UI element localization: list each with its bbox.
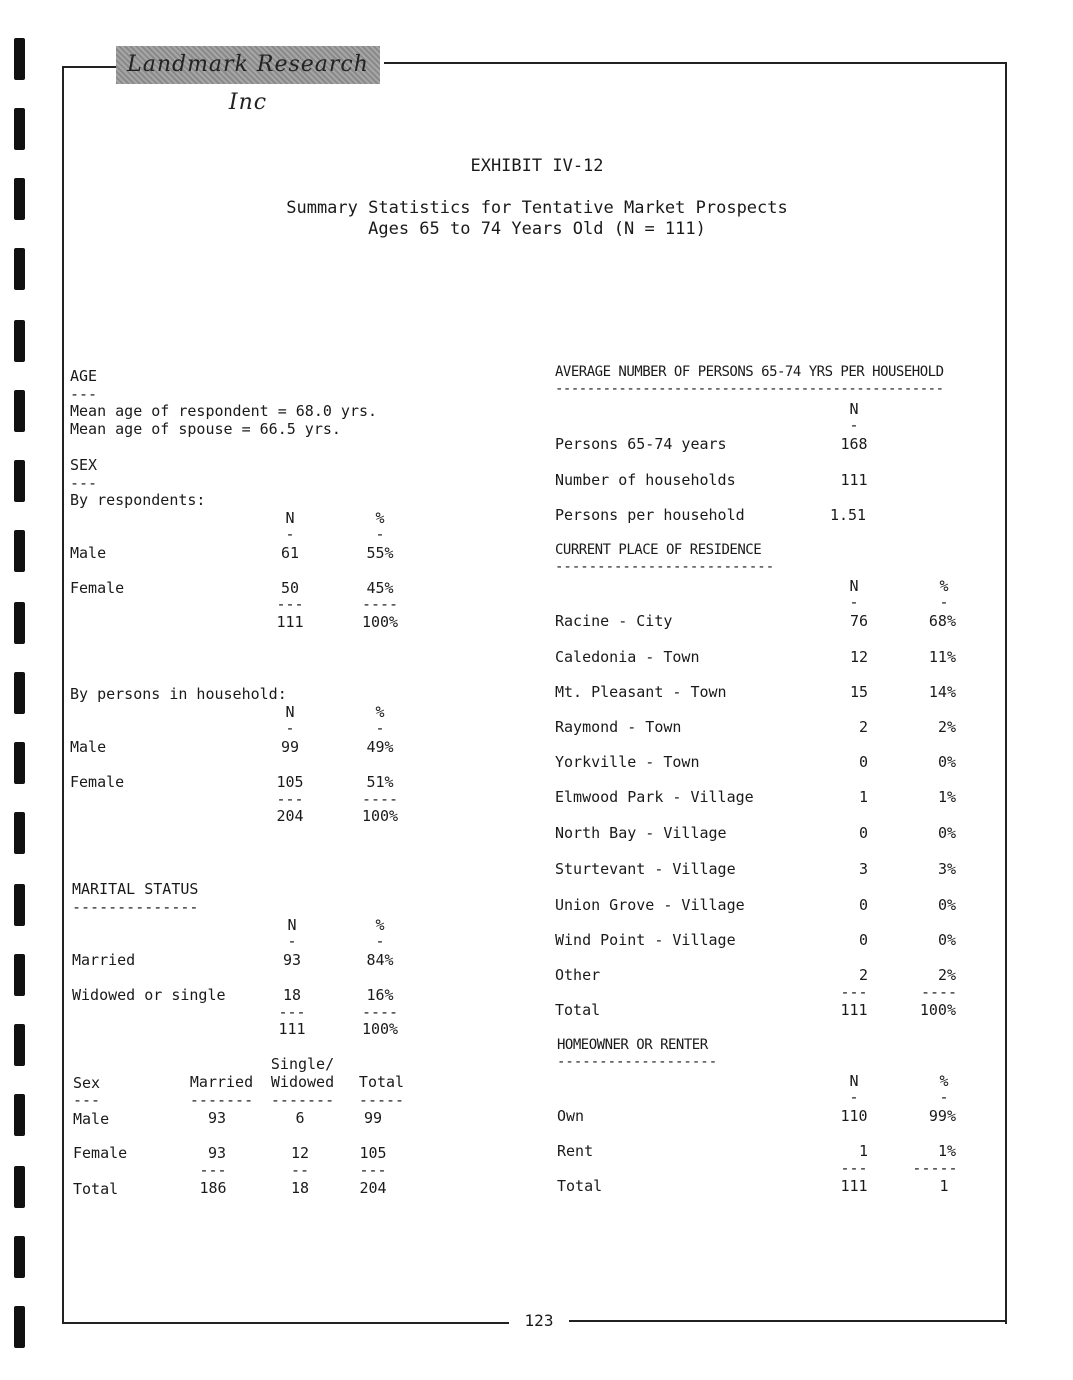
row-pct: 1% bbox=[937, 1142, 956, 1160]
row-label: Male bbox=[70, 738, 107, 756]
row-pct: 1 bbox=[939, 1177, 949, 1195]
row-label: Widowed or single bbox=[72, 986, 226, 1004]
row-married: 93 bbox=[207, 1109, 227, 1127]
frame-line bbox=[569, 1320, 1007, 1322]
row-total: 105 bbox=[359, 1144, 387, 1162]
heading-underline: --- bbox=[70, 385, 98, 403]
row-label: Male bbox=[73, 1110, 110, 1128]
header-dash: - bbox=[285, 525, 295, 543]
avg-household-heading: AVERAGE NUMBER OF PERSONS 65-74 YRS PER HOUSEHOLD bbox=[555, 364, 944, 380]
frame-line bbox=[1005, 62, 1007, 1324]
page-subtitle: Ages 65 to 74 Years Old (N = 111) bbox=[368, 219, 706, 239]
row-married: 93 bbox=[207, 1144, 227, 1162]
row-n: 168 bbox=[840, 435, 868, 453]
column-header-pct: % bbox=[939, 1072, 949, 1090]
mean-age-spouse: Mean age of spouse = 66.5 yrs. bbox=[70, 420, 341, 438]
column-header-pct: % bbox=[375, 509, 385, 527]
row-n: 12 bbox=[849, 648, 868, 666]
company-logo: Landmark Research Inc bbox=[116, 46, 380, 84]
row-pct: 0% bbox=[937, 896, 956, 914]
header-dash: - bbox=[939, 593, 949, 611]
row-n: 0 bbox=[858, 824, 868, 842]
column-header-n: N bbox=[287, 916, 297, 934]
header-underline: --- bbox=[73, 1091, 101, 1109]
row-label: North Bay - Village bbox=[555, 824, 727, 842]
row-label: Total bbox=[555, 1001, 601, 1019]
row-n: 111 bbox=[840, 471, 868, 489]
sum-underline: -- bbox=[290, 1161, 310, 1179]
binder-hole bbox=[14, 38, 25, 80]
column-header-total: Total bbox=[358, 1073, 405, 1091]
by-household-label: By persons in household: bbox=[70, 685, 287, 703]
column-header-n: N bbox=[849, 1072, 859, 1090]
row-n: 93 bbox=[282, 951, 302, 969]
row-n: 15 bbox=[849, 683, 868, 701]
binder-hole bbox=[14, 884, 25, 926]
column-header-single-line1: Single/ bbox=[270, 1055, 335, 1073]
sum-underline: --- bbox=[276, 790, 304, 808]
row-n: 2 bbox=[858, 718, 868, 736]
age-heading: AGE bbox=[70, 367, 98, 385]
row-label: Other bbox=[555, 966, 601, 984]
header-dash: - bbox=[287, 932, 297, 950]
row-label: Yorkville - Town bbox=[555, 753, 700, 771]
row-label: Persons 65-74 years bbox=[555, 435, 727, 453]
row-n: 18 bbox=[282, 986, 302, 1004]
row-label: Female bbox=[73, 1144, 128, 1162]
header-dash: - bbox=[375, 932, 385, 950]
sum-underline: ---- bbox=[361, 790, 399, 808]
sum-underline: ---- bbox=[361, 595, 399, 613]
total-n: 111 bbox=[276, 613, 304, 631]
row-pct: 84% bbox=[366, 951, 394, 969]
row-label: Rent bbox=[557, 1142, 594, 1160]
binder-hole bbox=[14, 108, 25, 150]
column-header-pct: % bbox=[375, 916, 385, 934]
column-header-n: N bbox=[285, 703, 295, 721]
row-n: 1 bbox=[858, 1142, 868, 1160]
column-header-n: N bbox=[849, 400, 859, 418]
header-dash: - bbox=[849, 1088, 859, 1106]
page-number: 123 bbox=[524, 1311, 554, 1330]
row-pct: 11% bbox=[928, 648, 956, 666]
header-dash: - bbox=[939, 1088, 949, 1106]
page-title: Summary Statistics for Tentative Market Prospects bbox=[286, 198, 788, 218]
sum-underline: --- bbox=[840, 983, 868, 1001]
row-label: Female bbox=[70, 579, 125, 597]
row-n: 111 bbox=[840, 1177, 868, 1195]
row-pct: 1% bbox=[937, 788, 956, 806]
row-pct: 0% bbox=[937, 931, 956, 949]
row-n: 0 bbox=[858, 753, 868, 771]
row-label: Male bbox=[70, 544, 107, 562]
header-underline: ----- bbox=[358, 1091, 405, 1109]
row-pct: 51% bbox=[366, 773, 394, 791]
row-pct: 2% bbox=[937, 718, 956, 736]
row-label: Racine - City bbox=[555, 612, 673, 630]
row-n: 50 bbox=[280, 579, 300, 597]
exhibit-label: EXHIBIT IV-12 bbox=[470, 156, 604, 176]
binder-hole bbox=[14, 1166, 25, 1208]
row-label: Caledonia - Town bbox=[555, 648, 700, 666]
frame-line bbox=[62, 1322, 509, 1324]
header-dash: - bbox=[849, 416, 859, 434]
row-pct: 14% bbox=[928, 683, 956, 701]
row-single: 12 bbox=[290, 1144, 310, 1162]
mean-age-respondent: Mean age of respondent = 68.0 yrs. bbox=[70, 402, 378, 420]
row-married: 186 bbox=[199, 1179, 227, 1197]
binder-hole bbox=[14, 742, 25, 784]
heading-underline: ------------------------------------------------- bbox=[555, 381, 944, 397]
binder-hole bbox=[14, 672, 25, 714]
sum-underline: ---- bbox=[361, 1003, 399, 1021]
frame-line bbox=[384, 62, 1006, 64]
row-label: Sturtevant - Village bbox=[555, 860, 736, 878]
sum-underline: --- bbox=[278, 1003, 306, 1021]
row-label: Own bbox=[557, 1107, 585, 1125]
row-label: Married bbox=[72, 951, 136, 969]
row-label: Total bbox=[73, 1180, 119, 1198]
row-pct: 55% bbox=[366, 544, 394, 562]
row-n: 3 bbox=[858, 860, 868, 878]
row-pct: 3% bbox=[937, 860, 956, 878]
row-single: 6 bbox=[295, 1109, 305, 1127]
sex-heading: SEX bbox=[70, 456, 98, 474]
row-n: 111 bbox=[840, 1001, 868, 1019]
row-n: 99 bbox=[280, 738, 300, 756]
binder-hole bbox=[14, 812, 25, 854]
binder-hole bbox=[14, 178, 25, 220]
row-pct: 2% bbox=[937, 966, 956, 984]
row-label: Persons per household bbox=[555, 506, 745, 524]
row-n: 2 bbox=[858, 966, 868, 984]
heading-underline: -------------------------- bbox=[555, 559, 775, 575]
header-underline: ------- bbox=[270, 1091, 335, 1109]
tenure-heading: HOMEOWNER OR RENTER bbox=[557, 1037, 708, 1053]
total-pct: 100% bbox=[361, 1020, 399, 1038]
row-n: 1.51 bbox=[829, 506, 867, 524]
row-pct: 45% bbox=[366, 579, 394, 597]
sum-underline: --- bbox=[199, 1161, 227, 1179]
header-underline: ------- bbox=[189, 1091, 254, 1109]
row-label: Raymond - Town bbox=[555, 718, 682, 736]
total-pct: 100% bbox=[361, 807, 399, 825]
binder-hole bbox=[14, 602, 25, 644]
binder-hole bbox=[14, 1236, 25, 1278]
header-dash: - bbox=[285, 719, 295, 737]
row-pct: 0% bbox=[937, 824, 956, 842]
binder-hole bbox=[14, 1024, 25, 1066]
row-label: Mt. Pleasant - Town bbox=[555, 683, 727, 701]
header-dash: - bbox=[849, 593, 859, 611]
row-pct: 49% bbox=[366, 738, 394, 756]
row-pct: 68% bbox=[928, 612, 956, 630]
row-n: 0 bbox=[858, 931, 868, 949]
heading-underline: --- bbox=[70, 474, 98, 492]
sum-underline: --- bbox=[840, 1159, 868, 1177]
total-n: 204 bbox=[276, 807, 304, 825]
binder-hole bbox=[14, 320, 25, 362]
by-respondents-label: By respondents: bbox=[70, 491, 206, 509]
row-label: Number of households bbox=[555, 471, 736, 489]
row-total: 99 bbox=[363, 1109, 383, 1127]
column-header-sex: Sex bbox=[73, 1074, 101, 1092]
binder-hole bbox=[14, 248, 25, 290]
binder-hole bbox=[14, 460, 25, 502]
binder-hole bbox=[14, 1094, 25, 1136]
row-pct: 100% bbox=[919, 1001, 956, 1019]
frame-line bbox=[62, 66, 116, 68]
row-total: 204 bbox=[359, 1179, 387, 1197]
row-label: Wind Point - Village bbox=[555, 931, 736, 949]
column-header-pct: % bbox=[939, 577, 949, 595]
total-pct: 100% bbox=[361, 613, 399, 631]
row-label: Union Grove - Village bbox=[555, 896, 745, 914]
binder-hole bbox=[14, 1306, 25, 1348]
residence-heading: CURRENT PLACE OF RESIDENCE bbox=[555, 542, 762, 558]
sum-underline: --- bbox=[359, 1161, 387, 1179]
sum-underline: ---- bbox=[920, 983, 958, 1001]
heading-underline: ------------------- bbox=[557, 1054, 718, 1070]
marital-heading: MARITAL STATUS bbox=[72, 880, 199, 898]
row-n: 1 bbox=[858, 788, 868, 806]
row-label: Elmwood Park - Village bbox=[555, 788, 754, 806]
row-n: 110 bbox=[840, 1107, 868, 1125]
row-single: 18 bbox=[290, 1179, 310, 1197]
column-header-single-line2: Widowed bbox=[270, 1073, 335, 1091]
row-n: 0 bbox=[858, 896, 868, 914]
sum-underline: --- bbox=[276, 595, 304, 613]
row-n: 105 bbox=[276, 773, 304, 791]
row-pct: 99% bbox=[928, 1107, 956, 1125]
header-dash: - bbox=[375, 525, 385, 543]
column-header-married: Married bbox=[189, 1073, 254, 1091]
column-header-n: N bbox=[285, 509, 295, 527]
row-label: Total bbox=[557, 1177, 603, 1195]
row-pct: 0% bbox=[937, 753, 956, 771]
row-n: 61 bbox=[280, 544, 300, 562]
row-pct: 16% bbox=[366, 986, 394, 1004]
binder-hole bbox=[14, 954, 25, 996]
frame-line bbox=[62, 66, 64, 1324]
total-n: 111 bbox=[278, 1020, 306, 1038]
binder-hole bbox=[14, 530, 25, 572]
row-label: Female bbox=[70, 773, 125, 791]
binder-hole bbox=[14, 390, 25, 432]
row-n: 76 bbox=[849, 612, 868, 630]
column-header-n: N bbox=[849, 577, 859, 595]
header-dash: - bbox=[375, 719, 385, 737]
column-header-pct: % bbox=[375, 703, 385, 721]
heading-underline: -------------- bbox=[72, 898, 199, 916]
sum-underline: ----- bbox=[912, 1159, 958, 1177]
